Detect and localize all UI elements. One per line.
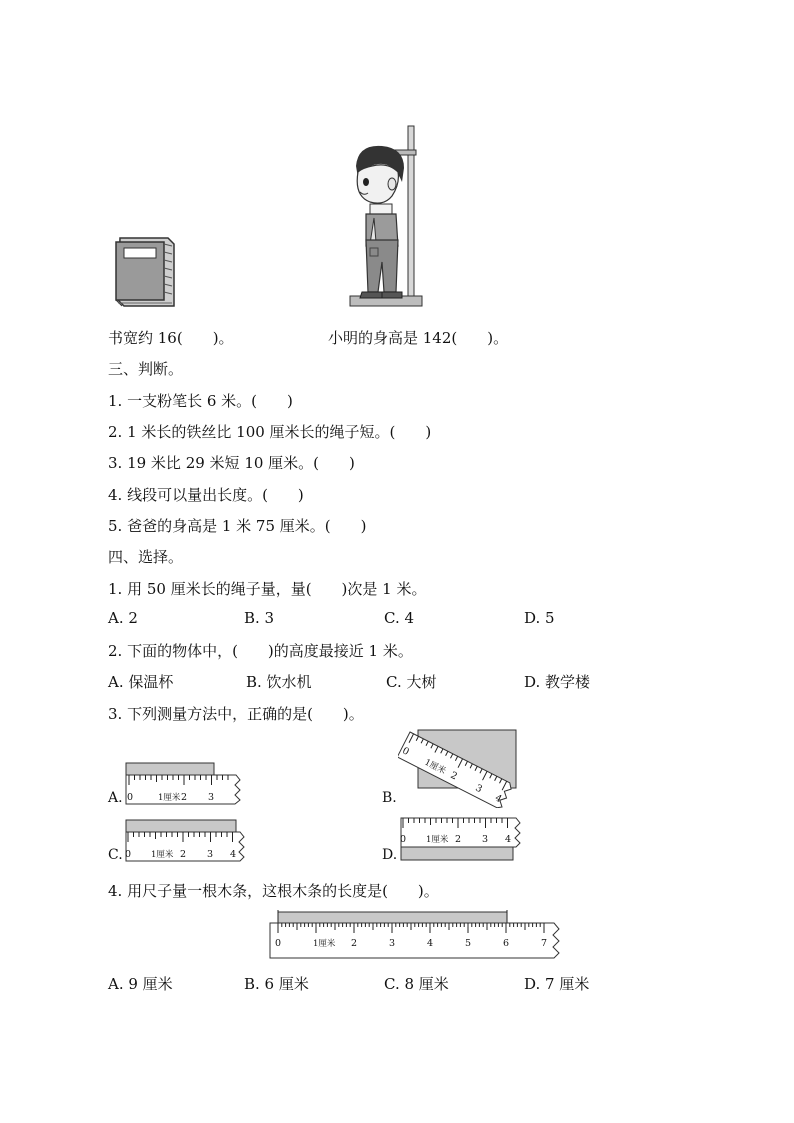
q3c-unit: 1厘米 [151,850,174,860]
q3d-num-3: 3 [482,834,489,845]
q3b-num-3: 3 [473,782,484,796]
q4-option-d: D. 7 厘米 [524,975,590,993]
choice-q2-stem: 2. 下面的物体中，( )的高度最接近 1 米。 [108,642,413,660]
q2-option-a: A. 保温杯 [108,673,174,691]
q3d-num-0: 0 [400,834,407,845]
q1-option-c: C. 4 [384,609,415,627]
section-title-judge: 三、判断。 [108,360,184,378]
q3-figure-b [398,726,528,808]
q3a-object [126,763,214,775]
q3-figure-c [122,818,250,864]
q4-num-7: 7 [541,938,548,949]
q4-option-a: A. 9 厘米 [108,975,173,993]
q1-option-d: D. 5 [524,609,555,627]
q3b-num-2: 2 [448,769,459,783]
q3-figure-d [398,816,526,864]
q3a-num-3: 3 [208,792,215,803]
q4-num-2: 2 [351,938,358,949]
judge-item-4: 4. 线段可以量出长度。( ) [108,486,304,504]
q3-label-a: A. [108,790,123,806]
q4-option-b: B. 6 厘米 [244,975,309,993]
q4-wood-strip [278,912,507,923]
q1-option-b: B. 3 [244,609,275,627]
q3a-num-2: 2 [181,792,188,803]
q3d-unit: 1厘米 [426,835,449,845]
q3-label-d: D. [382,847,398,863]
q3-figure-a [122,760,242,808]
q4-unit: 1厘米 [313,939,336,949]
judge-item-5: 5. 爸爸的身高是 1 米 75 厘米。( ) [108,517,367,535]
section-title-choice: 四、选择。 [108,548,184,566]
q3c-num-4: 4 [230,849,237,860]
q1-option-a: A. 2 [108,609,138,627]
judge-item-1: 1. 一支粉笔长 6 米。( ) [108,392,293,410]
q2-option-c: C. 大树 [386,673,437,691]
q3-label-b: B. [382,790,397,806]
q4-num-4: 4 [427,938,434,949]
q3c-num-3: 3 [207,849,214,860]
q3d-object [401,847,513,860]
q2-option-b: B. 饮水机 [246,673,312,691]
q4-ruler-figure [266,908,566,960]
q4-num-5: 5 [465,938,472,949]
q3b-unit: 1厘米 [422,757,448,777]
q3c-num-0: 0 [125,849,132,860]
judge-item-3: 3. 19 米比 29 米短 10 厘米。( ) [108,454,355,472]
q3d-num-2: 2 [455,834,462,845]
choice-q1-stem: 1. 用 50 厘米长的绳子量，量( )次是 1 米。 [108,580,427,598]
q4-num-0: 0 [275,938,282,949]
boy-height-illustration [348,122,430,310]
q3a-num-0: 0 [127,792,134,803]
height-question: 小明的身高是 142( )。 [328,329,509,347]
q4-option-c: C. 8 厘米 [384,975,449,993]
q2-option-d: D. 教学楼 [524,673,591,691]
q3d-num-4: 4 [505,834,512,845]
q3b-num-0: 0 [400,745,411,758]
q4-num-3: 3 [389,938,396,949]
book-width-question: 书宽约 16( )。 [108,329,234,347]
choice-q3-stem: 3. 下列测量方法中，正确的是( )。 [108,705,364,723]
q3-label-c: C. [108,847,123,863]
q3a-unit: 1厘米 [158,793,181,803]
choice-q4-stem: 4. 用尺子量一根木条，这根木条的长度是( )。 [108,882,439,900]
book-illustration [108,232,180,312]
q3c-object [126,820,236,832]
q4-num-6: 6 [503,938,510,949]
q3c-num-2: 2 [180,849,187,860]
q3b-num-4: 4 [493,792,504,806]
judge-item-2: 2. 1 米长的铁丝比 100 厘米长的绳子短。( ) [108,423,432,441]
